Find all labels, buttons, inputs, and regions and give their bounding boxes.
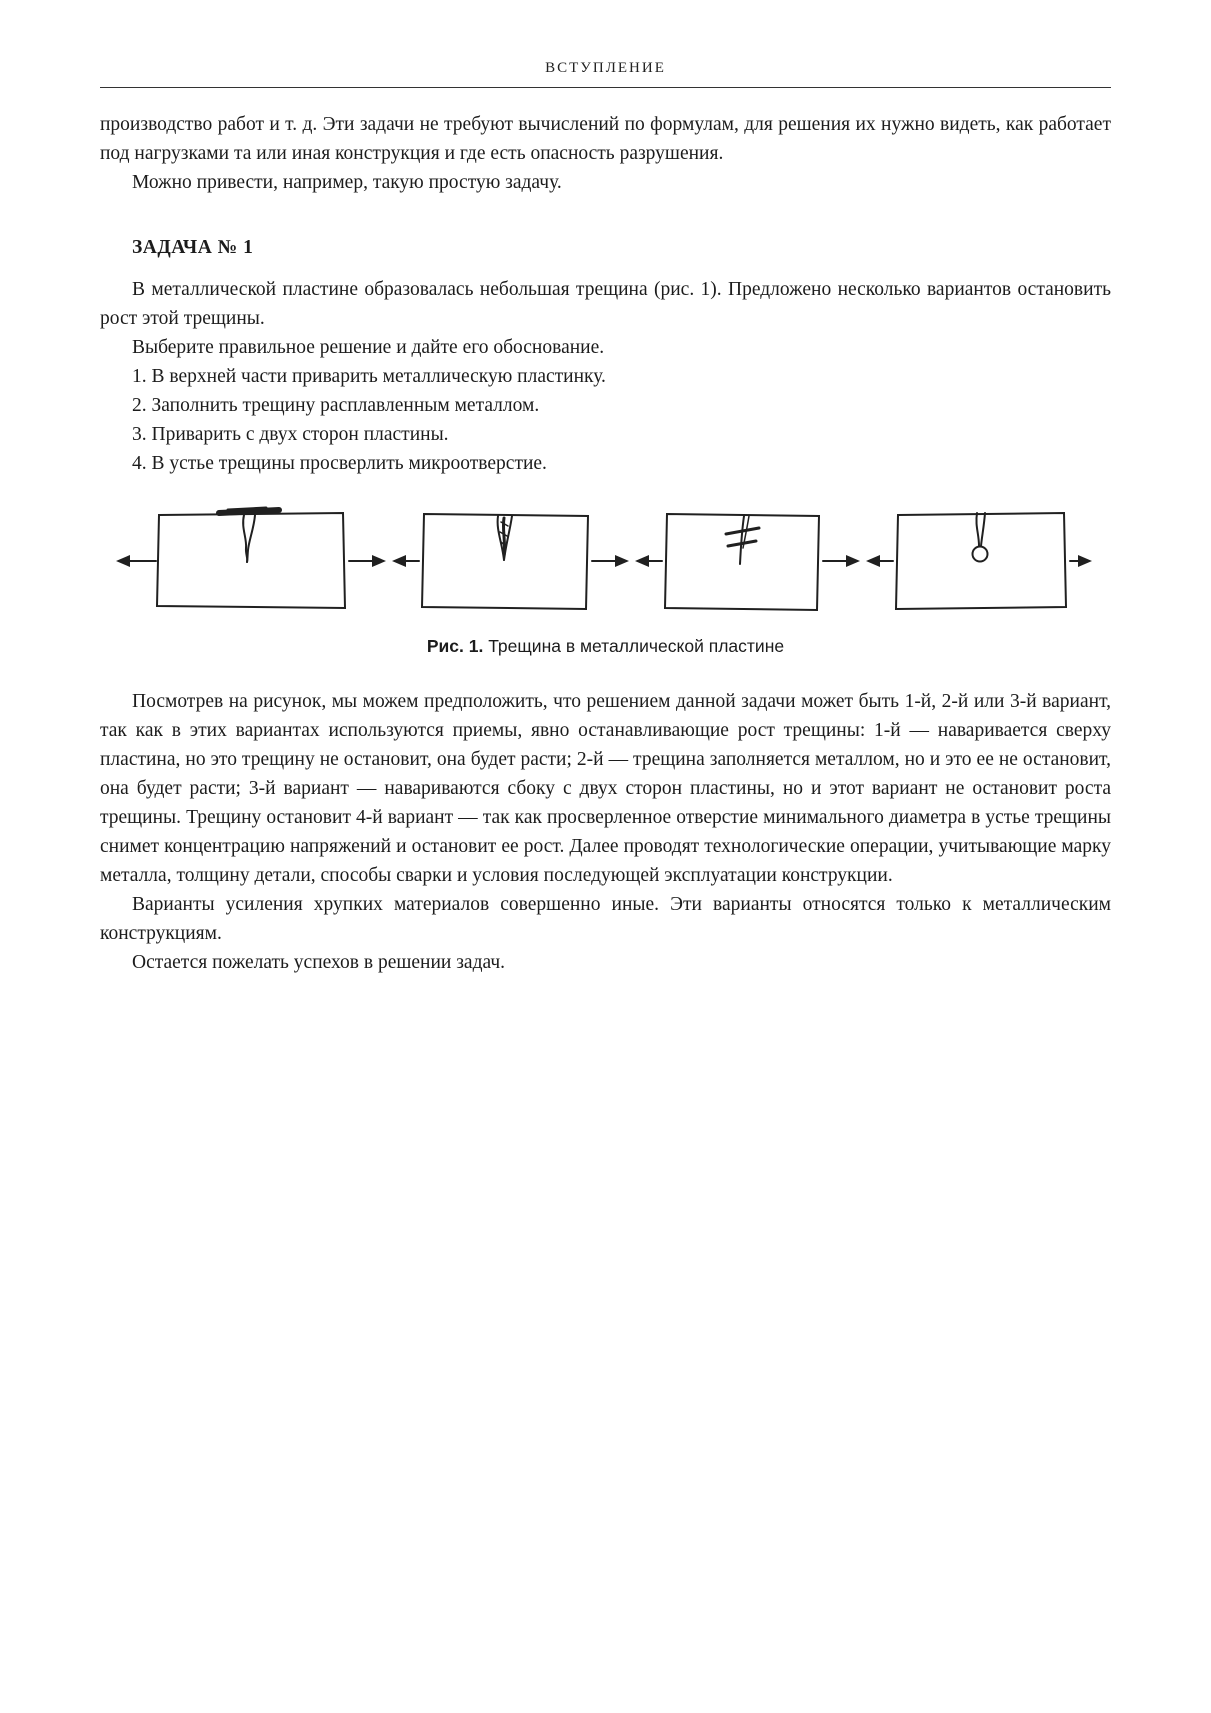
tension-arrow-pair-1 <box>349 555 419 567</box>
task-option: 4. В устье трещины просверлить микроотверстие. <box>132 453 547 474</box>
plate-with-drilled-hole-icon <box>896 513 1066 609</box>
body-paragraph: Можно привести, например, такую простую задачу. <box>132 172 562 193</box>
task-options-list <box>100 362 1111 478</box>
plate-with-side-welds-icon <box>665 514 819 610</box>
tension-arrow-left <box>116 555 156 567</box>
body-paragraph: Посмотрев на рисунок, мы можем предположить, что решением данной задачи может быть 1-й, 2-й или 3-й вариант, так как в этих вариантах используются приемы, явно останавливающие рост трещины: 1-й — наваривается сверху пластина, но это трещину не остановит, она будет расти; 2-й — трещина заполняется металлом, но и это ее не остановит, она будет расти; 3-й вариант — навариваются сбоку с двух сторон пластины, но и этот вариант не остановит роста трещины. Трещину остановит 4-й вариант — так как просверленное отверстие минимального диаметра в устье трещины снимет концентрацию напряжений и остановит ее рост. Далее проводят технологические операции, учитывающие марку металла, толщину детали, способы сварки и условия последующей эксплуатации конструкции. <box>100 691 1111 886</box>
figure-caption-text: Трещина в металлической пластине <box>483 636 785 656</box>
task-option: 3. Приварить с двух сторон пластины. <box>132 424 449 445</box>
task-section <box>100 275 1111 478</box>
intro-section <box>100 110 1111 197</box>
plate-with-filled-crack-icon <box>422 514 588 609</box>
header-rule <box>100 87 1111 88</box>
task-option: 2. Заполнить трещину расплавленным металлом. <box>132 395 540 416</box>
tension-arrow-pair-3 <box>823 555 893 567</box>
body-paragraph: производство работ и т. д. Эти задачи не требуют вычислений по формулам, для решения их нужно видеть, как работает под нагрузками та или иная конструкция и где есть опасность разрушения. <box>100 114 1111 164</box>
task-heading: ЗАДАЧА № 1 <box>132 237 254 258</box>
tension-arrow-pair-2 <box>592 555 662 567</box>
discussion-section <box>100 687 1111 977</box>
crack-plates-diagram <box>116 504 1096 620</box>
task-option: 1. В верхней части приварить металлическую пластинку. <box>132 366 606 387</box>
body-paragraph: Варианты усиления хрупких материалов совершенно иные. Эти варианты относятся только к металлическим конструкциям. <box>100 894 1111 944</box>
figure-caption <box>100 636 1111 657</box>
body-paragraph: В металлической пластине образовалась небольшая трещина (рис. 1). Предложено несколько вариантов остановить рост этой трещины. <box>100 279 1111 329</box>
running-header: ВСТУПЛЕНИЕ <box>545 60 666 76</box>
body-paragraph: Остается пожелать успехов в решении задач. <box>132 952 506 973</box>
figure-caption-label: Рис. 1. <box>426 636 484 656</box>
body-paragraph: Выберите правильное решение и дайте его обоснование. <box>132 337 605 358</box>
tension-arrow-right <box>1070 555 1092 567</box>
plate-with-welded-top-strip-icon <box>157 508 345 608</box>
figure-1 <box>100 504 1111 657</box>
